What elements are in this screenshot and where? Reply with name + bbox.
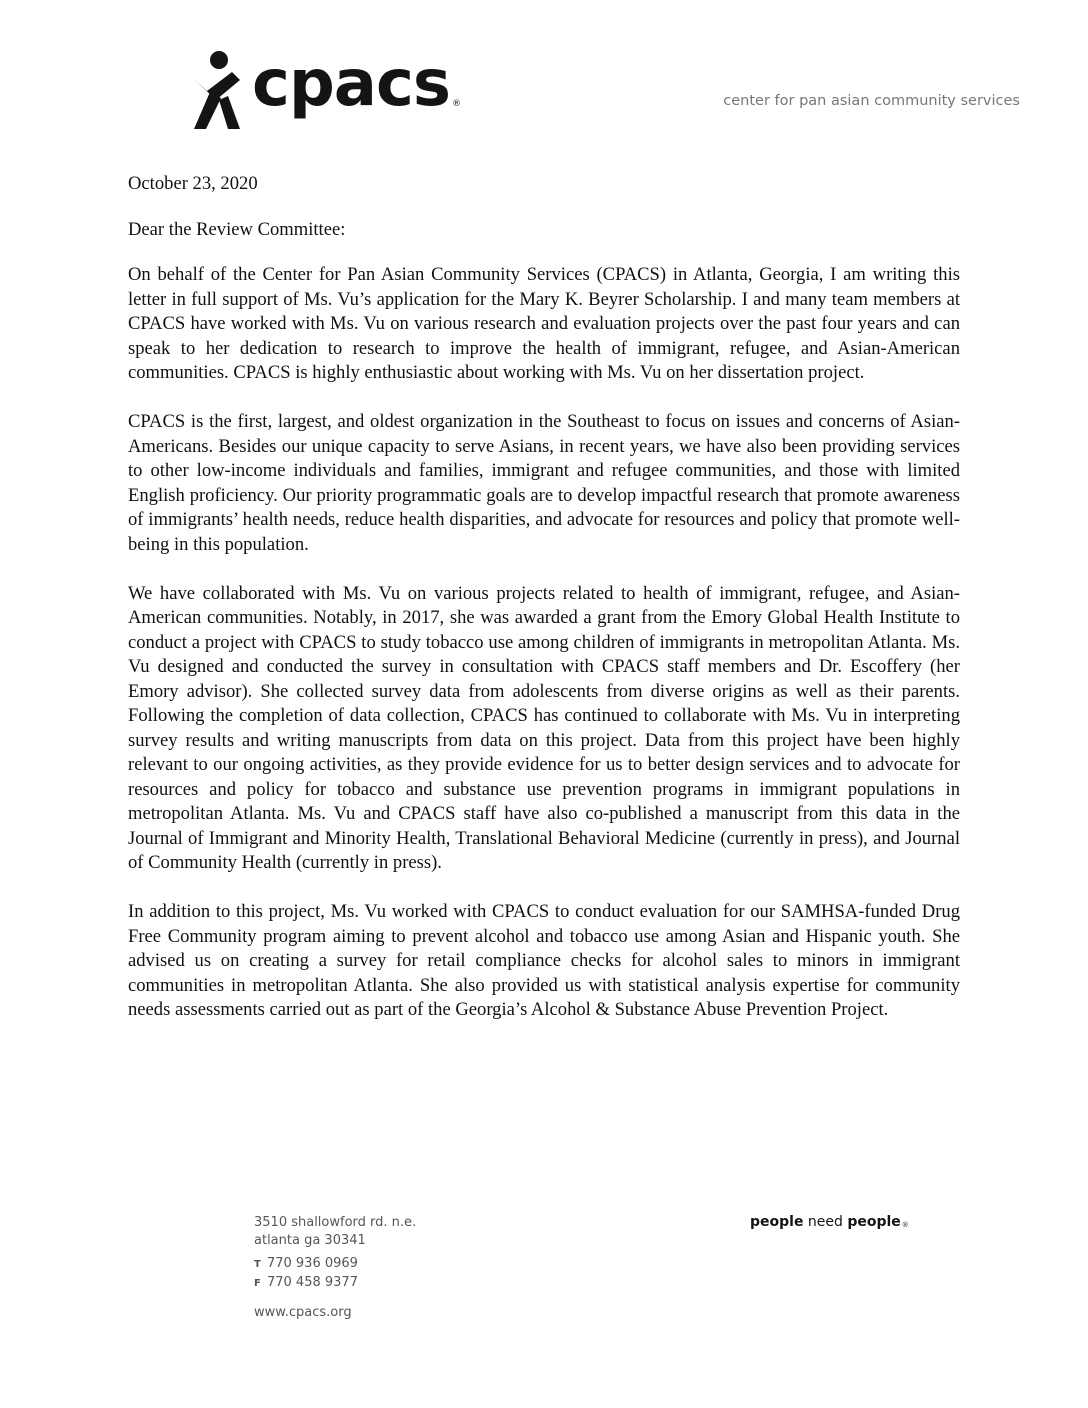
footer-address-block xyxy=(254,1214,416,1322)
slogan-registered-mark: ® xyxy=(901,1221,909,1229)
paragraph-organization: CPACS is the first, largest, and oldest organization in the Southeast to focus on issues and concerns of Asian-Americans. Besides our unique capacity to serve Asians, in recent years, we have also been providing services to other low-income individuals and families, immigrant and refugee communities, and those with limited English proficiency. Our priority programmatic goals are to develop impactful research that promote awareness of immigrants’ health needs, reduce health disparities, and advocate for resources and policy that promote well-being in this population. xyxy=(128,411,960,555)
cpacs-logo xyxy=(188,47,461,130)
letter-date: October 23, 2020 xyxy=(128,173,258,194)
phone-label: T xyxy=(254,1259,261,1270)
logo-registered-mark: ® xyxy=(451,99,461,109)
paragraph-introduction: On behalf of the Center for Pan Asian Community Services (CPACS) in Atlanta, Georgia, I am writing this letter in full support of Ms. Vu’s application for the Mary K. Beyrer Scholarship. I and many team members at CPACS have worked with Ms. Vu on various research and evaluation projects over the past four years and can speak to her dedication to research to improve the health of immigrant, refugee, and Asian-American communities. CPACS is highly enthusiastic about working with Ms. Vu on her dissertation project. xyxy=(128,264,960,383)
phone-number: 770 936 0969 xyxy=(266,1256,358,1271)
paragraph-collaboration: We have collaborated with Ms. Vu on various projects related to health of immigrant, refugee, and Asian-American communities. Notably, in 2017, she was awarded a grant from the Emory Global Health Institute to conduct a project with CPACS to study tobacco use among children of immigrants in metropolitan Atlanta. Ms. Vu designed and conducted the survey in consultation with CPACS staff members and Dr. Escoffery (her Emory advisor). She collected survey data from adolescents from diverse origins as well as their parents. Following the completion of data collection, CPACS has continued to collaborate with Ms. Vu in interpreting survey results and writing manuscripts from data on this project. Data from this project have been highly relevant to our ongoing activities, as they provide evidence for us to better design services and to advocate for resources and policy for tobacco and substance use prevention programs in immigrant populations in metropolitan Atlanta. Ms. Vu and CPACS staff have also co-published a manuscript from this data in the Journal of Immigrant and Minority Health, Translational Behavioral Medicine (currently in press), and Journal of Community Health (currently in press). xyxy=(128,582,960,873)
fax-line xyxy=(254,1274,416,1293)
slogan-word-2: need xyxy=(803,1214,848,1230)
person-figure-icon xyxy=(188,50,246,130)
slogan-word-1: people xyxy=(750,1214,804,1230)
organization-tagline: center for pan asian community services xyxy=(723,93,1020,109)
paragraph-additional-work: In addition to this project, Ms. Vu worked with CPACS to conduct evaluation for our SAMHSA-funded Drug Free Community program aiming to prevent alcohol and tobacco use among Asian and Hispanic youth. She advised us on creating a survey for retail compliance checks for alcohol sales to minors in immigrant communities in metropolitan Atlanta. She also provided us with statistical analysis expertise for community needs assessments carried out as part of the Georgia’s Alcohol & Substance Abuse Prevention Project. xyxy=(128,901,960,1020)
footer-slogan xyxy=(750,1214,909,1230)
address-street: 3510 shallowford rd. n.e. xyxy=(254,1215,417,1230)
fax-number: 770 458 9377 xyxy=(266,1274,358,1290)
letter-body xyxy=(128,172,960,1047)
fax-label: F xyxy=(254,1277,261,1289)
slogan-word-3: people xyxy=(847,1214,901,1230)
website-link[interactable]: www.cpacs.org xyxy=(254,1305,352,1320)
phone-line xyxy=(254,1255,416,1274)
letter-salutation: Dear the Review Committee: xyxy=(128,218,346,240)
address-city: atlanta ga 30341 xyxy=(254,1232,366,1248)
logo-wordmark: cpacs xyxy=(252,47,450,121)
